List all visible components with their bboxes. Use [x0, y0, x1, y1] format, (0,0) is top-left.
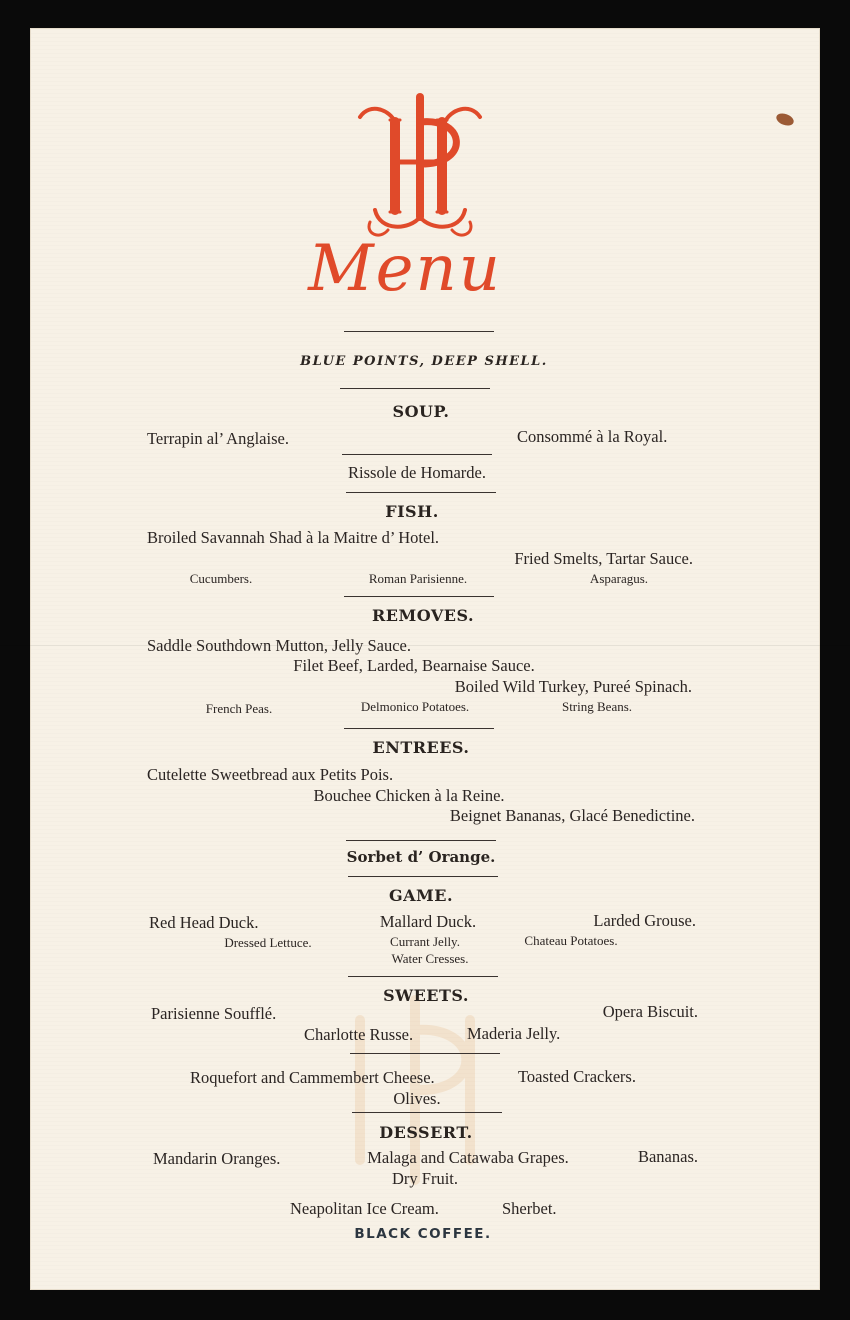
divider	[344, 331, 494, 332]
menu-item: Neapolitan Ice Cream.	[290, 1199, 439, 1218]
menu-item: Fried Smelts, Tartar Sauce.	[514, 549, 693, 568]
menu-item: Malaga and Catawaba Grapes.	[367, 1148, 569, 1167]
menu-item: Broiled Savannah Shad à la Maitre d’ Hotel.	[147, 528, 440, 547]
dessert-heading: DESSERT.	[379, 1123, 473, 1142]
menu-item: Rissole de Homarde.	[348, 463, 486, 482]
menu-item: Bouchee Chicken à la Reine.	[313, 786, 505, 805]
menu-item: Mandarin Oranges.	[153, 1149, 281, 1168]
sweets-heading: SWEETS.	[383, 986, 469, 1005]
fish-heading: FISH.	[385, 502, 439, 521]
menu-item: Beignet Bananas, Glacé Benedictine.	[449, 806, 695, 825]
side-item: Chateau Potatoes.	[524, 933, 618, 948]
divider	[346, 840, 496, 841]
side-item: String Beans.	[561, 699, 633, 714]
menu-item: Cutelette Sweetbread aux Petits Pois.	[147, 765, 394, 784]
divider	[340, 388, 490, 389]
menu-item: Larded Grouse.	[593, 911, 696, 930]
divider	[348, 876, 498, 877]
side-item: Cucumbers.	[189, 571, 253, 586]
entrees-heading: ENTREES.	[372, 738, 470, 757]
black-coffee: BLACK COFFEE.	[354, 1226, 492, 1242]
soup-heading: SOUP.	[392, 402, 450, 421]
menu-item: Sherbet.	[502, 1199, 557, 1218]
menu-title: Menu	[308, 232, 502, 306]
game-heading: GAME.	[388, 886, 454, 905]
divider	[352, 1112, 502, 1113]
menu-item: Opera Biscuit.	[602, 1002, 698, 1021]
menu-item: Boiled Wild Turkey, Pureé Spinach.	[454, 677, 692, 696]
menu-item: Consommé à la Royal.	[517, 427, 668, 446]
side-item: Delmonico Potatoes.	[360, 699, 470, 714]
menu-item: Saddle Southdown Mutton, Jelly Sauce.	[147, 636, 411, 655]
menu-item: Red Head Duck.	[149, 913, 259, 932]
divider	[344, 728, 494, 729]
side-item: Water Cresses.	[391, 951, 469, 966]
side-item: Asparagus.	[589, 571, 649, 586]
monogram-logo	[350, 92, 490, 242]
menu-item: Terrapin al’ Anglaise.	[147, 429, 289, 448]
menu-item: Toasted Crackers.	[518, 1067, 636, 1086]
divider	[348, 976, 498, 977]
menu-item: Olives.	[393, 1089, 441, 1108]
divider	[350, 1053, 500, 1054]
menu-item: Maderia Jelly.	[467, 1024, 561, 1043]
sorbet-course: Sorbet d’ Orange.	[346, 848, 496, 866]
fold-crease	[0, 645, 850, 646]
menu-item: Dry Fruit.	[392, 1169, 458, 1188]
menu-item: Mallard Duck.	[379, 912, 477, 931]
divider	[346, 492, 496, 493]
menu-item: Bananas.	[637, 1147, 698, 1166]
divider	[344, 596, 494, 597]
menu-item: Filet Beef, Larded, Bearnaise Sauce.	[293, 656, 535, 675]
removes-heading: REMOVES.	[371, 606, 475, 625]
side-item: Currant Jelly.	[390, 934, 460, 949]
side-item: French Peas.	[205, 701, 273, 716]
menu-item: Parisienne Soufflé.	[151, 1004, 277, 1023]
menu-item: Charlotte Russe.	[304, 1025, 414, 1044]
side-item: Dressed Lettuce.	[224, 935, 312, 950]
divider	[342, 454, 492, 455]
menu-item: Roquefort and Cammembert Cheese.	[190, 1068, 435, 1087]
side-item: Roman Parisienne.	[368, 571, 468, 586]
blue-points-heading: BLUE POINTS, DEEP SHELL.	[300, 354, 548, 369]
